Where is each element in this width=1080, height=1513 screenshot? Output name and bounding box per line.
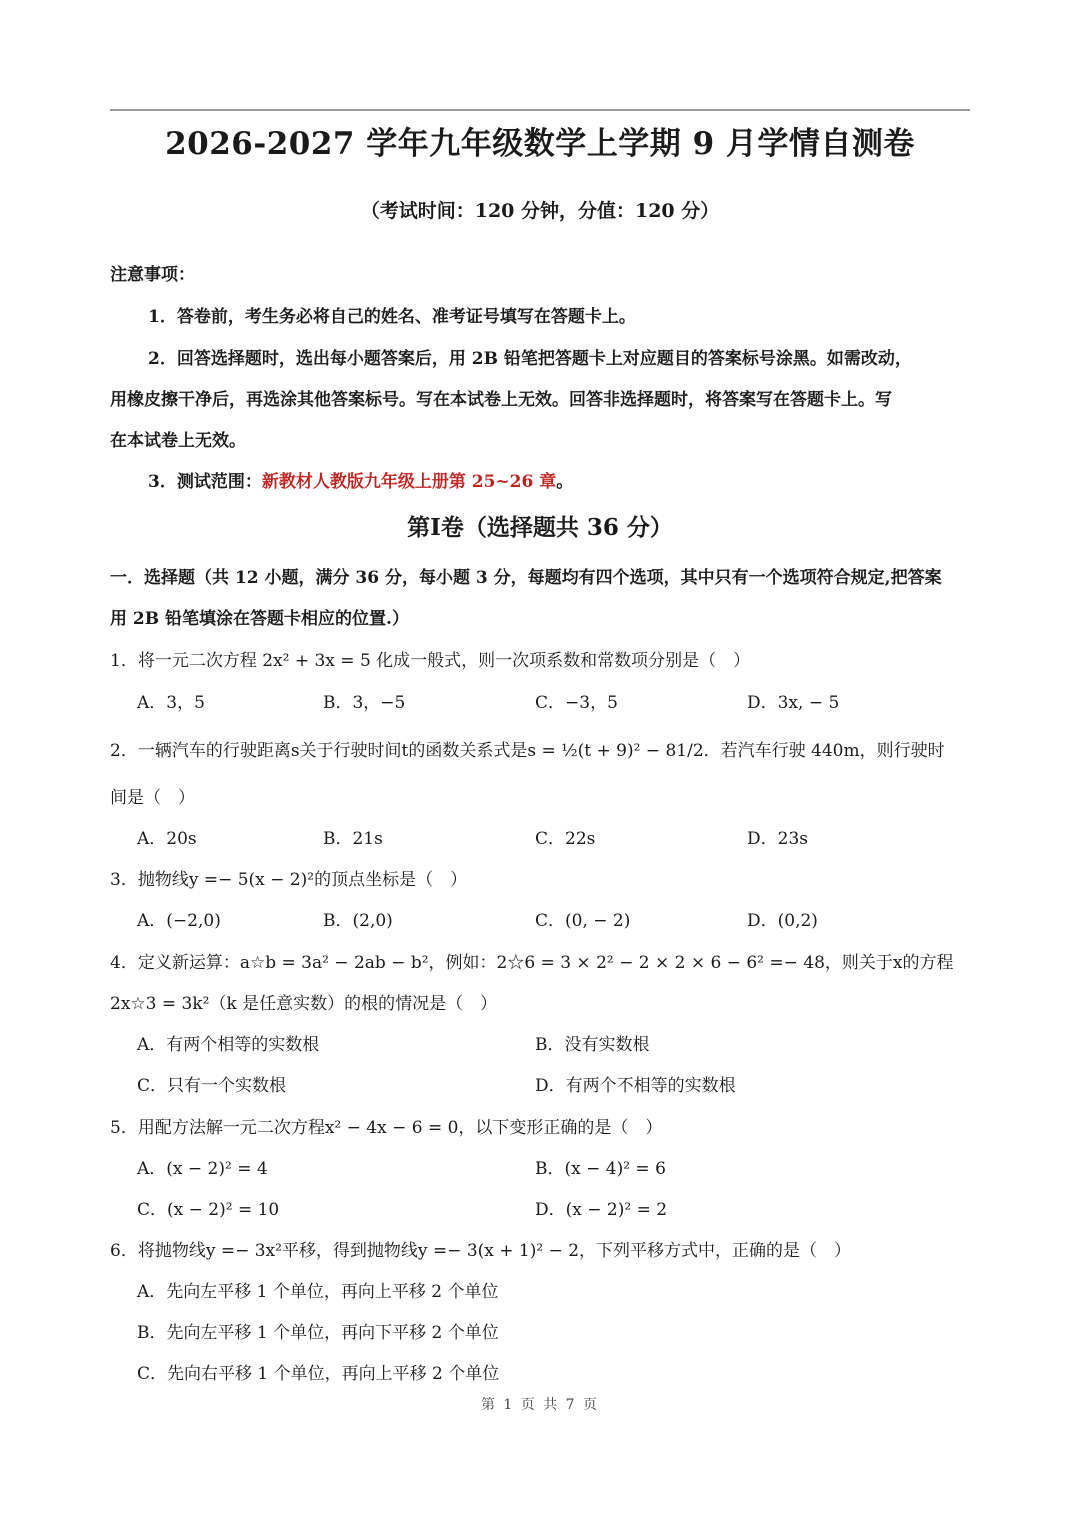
page-footer: 第 1 页 共 7 页: [480, 1397, 600, 1413]
question-5-option-c: C．(x − 2)² = 10: [137, 1200, 280, 1220]
notice-item-2-line-1: 2．回答选择题时，选出每小题答案后，用 2B 铅笔把答题卡上对应题目的答案标号涂黑。如需改动，: [148, 349, 912, 369]
question-2-option-d: D．23s: [747, 829, 808, 849]
question-1-option-b: B．3，−5: [323, 693, 406, 713]
question-4-option-c: C．只有一个实数根: [137, 1076, 287, 1096]
question-2-option-a: A．20s: [137, 829, 197, 849]
question-2-option-b: B．21s: [323, 829, 383, 849]
notice-item-3-suffix: 。: [556, 472, 574, 492]
question-3-stem: 3．抛物线y =− 5(x − 2)²的顶点坐标是（ ）: [110, 870, 468, 890]
question-2-stem-line-2: 间是（ ）: [110, 788, 195, 808]
section-title: 第Ⅰ卷（选择题共 36 分）: [407, 514, 673, 541]
test-range-highlight: 新教材人教版九年级上册第 25~26 章: [261, 472, 557, 492]
question-1-option-c: C．−3，5: [535, 693, 618, 713]
question-4-option-b: B．没有实数根: [535, 1035, 650, 1055]
notice-item-2-line-3: 在本试卷上无效。: [110, 431, 246, 451]
question-6-option-c: C．先向右平移 1 个单位，再向上平移 2 个单位: [137, 1364, 500, 1384]
question-6-stem: 6．将抛物线y =− 3x²平移，得到抛物线y =− 3(x + 1)² − 2，下列平移方式中，正确的是（ ）: [110, 1241, 852, 1261]
question-4-stem-line-2: 2x☆3 = 3k²（k 是任意实数）的根的情况是（ ）: [110, 994, 498, 1014]
question-3-option-b: B．(2,0): [323, 911, 393, 931]
question-2-stem-line-1: 2．一辆汽车的行驶距离s关于行驶时间t的函数关系式是s = ½(t + 9)² − 81/2．若汽车行驶 440m，则行驶时: [110, 741, 945, 761]
question-1-option-d: D．3x, − 5: [747, 693, 840, 713]
notice-item-3-prefix: 3．测试范围：: [148, 472, 262, 492]
page-title: 2026-2027 学年九年级数学上学期 9 月学情自测卷: [165, 126, 915, 162]
question-5-option-b: B．(x − 4)² = 6: [535, 1159, 666, 1179]
question-5-stem: 5．用配方法解一元二次方程x² − 4x − 6 = 0，以下变形正确的是（ ）: [110, 1118, 663, 1138]
question-4-stem-line-1: 4．定义新运算：a☆b = 3a² − 2ab − b²，例如：2☆6 = 3 × 2² − 2 × 2 × 6 − 6² =− 48，则关于x的方程: [110, 953, 954, 973]
header-rule: [110, 109, 970, 111]
question-5-option-d: D．(x − 2)² = 2: [535, 1200, 668, 1220]
question-6-option-a: A．先向左平移 1 个单位，再向上平移 2 个单位: [137, 1282, 499, 1302]
notice-item-3: [148, 467, 573, 492]
question-1-stem: 1．将一元二次方程 2x² + 3x = 5 化成一般式，则一次项系数和常数项分别是（ ）: [110, 651, 751, 671]
question-6-option-b: B．先向左平移 1 个单位，再向下平移 2 个单位: [137, 1323, 499, 1343]
exam-duration-subtitle: （考试时间：120 分钟，分值：120 分）: [360, 200, 720, 222]
notice-item-2-line-2: 用橡皮擦干净后，再选涂其他答案标号。写在本试卷上无效。回答非选择题时，将答案写在答题卡上。写: [110, 390, 892, 410]
section-intro-line-1: 一．选择题（共 12 小题，满分 36 分，每小题 3 分，每题均有四个选项，其中只有一个选项符合规定,把答案: [110, 568, 942, 588]
question-3-option-a: A．(−2,0): [137, 911, 221, 931]
question-3-option-c: C．(0, − 2): [535, 911, 631, 931]
question-4-option-a: A．有两个相等的实数根: [137, 1035, 320, 1055]
question-1-option-a: A．3，5: [137, 693, 205, 713]
notice-heading: 注意事项：: [110, 265, 195, 285]
question-2-option-c: C．22s: [535, 829, 596, 849]
section-intro-line-2: 用 2B 铅笔填涂在答题卡相应的位置.）: [110, 609, 409, 629]
question-5-option-a: A．(x − 2)² = 4: [137, 1159, 268, 1179]
notice-item-1: 1．答卷前，考生务必将自己的姓名、准考证号填写在答题卡上。: [148, 307, 636, 327]
question-3-option-d: D．(0,2): [747, 911, 818, 931]
question-4-option-d: D．有两个不相等的实数根: [535, 1076, 736, 1096]
